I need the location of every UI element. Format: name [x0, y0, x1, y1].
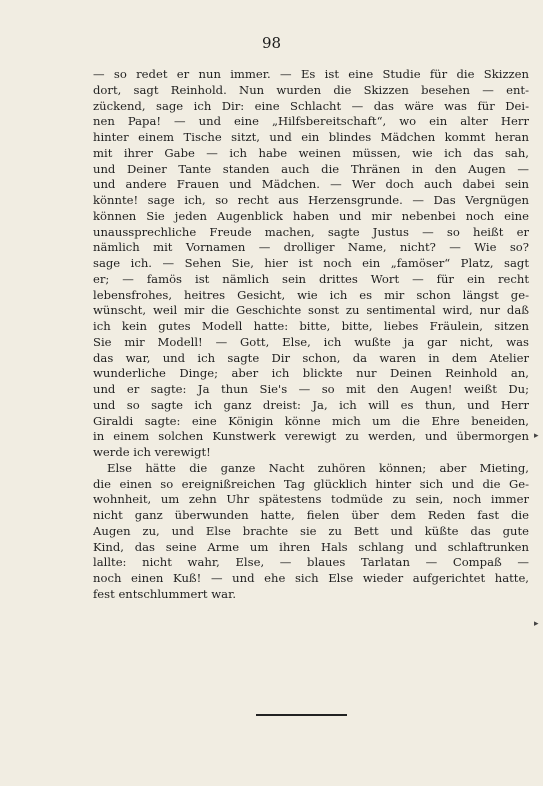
text-line: und er sagte: Ja thun Sie's — so mit den Augen! weißt Du; — [93, 382, 529, 396]
text-line: dort, sagt Reinhold. Nun wurden die Skizzen besehen — ent- — [93, 82, 529, 97]
text-line: und so sagte ich ganz dreist: Ja, ich will es thun, und Herr — [93, 397, 529, 412]
text-line: werde ich verewigt! — [93, 445, 211, 459]
text-line: fest entschlummert war. — [93, 586, 237, 601]
end-rule — [256, 714, 347, 716]
text-line: wünscht, weil mir die Geschichte sonst zu sentimental wird, nur daß — [93, 303, 529, 318]
text-line: nämlich mit Vornamen — drolliger Name, nicht? — Wie so? — [93, 240, 529, 255]
margin-mark: ▸ — [534, 619, 539, 629]
body-text — [93, 67, 529, 603]
text-line: wohnheit, um zehn Uhr spätestens todmüde zu sein, noch immer — [93, 492, 529, 507]
text-line: nen Papa! — und eine „Hilfsbereitschaft“, wo ein alter Herr — [93, 114, 529, 129]
text-line: Kind, das seine Arme um ihren Hals schlang und schlaftrunken — [93, 539, 529, 554]
text-line: Else hätte die ganze Nacht zuhören können; aber Mieting, — [107, 460, 529, 475]
text-line: noch einen Kuß! — und ehe sich Else wieder aufgerichtet hatte, — [93, 571, 529, 585]
text-line: lallte: nicht wahr, Else, — blaues Tarlatan — Compaß — — [93, 555, 529, 570]
text-line: wunderliche Dinge; aber ich blickte nur Deinen Reinhold an, — [93, 366, 529, 381]
text-line: zückend, sage ich Dir: eine Schlacht — das wäre was für Dei- — [93, 98, 529, 113]
text-line: das war, und ich sagte Dir schon, da waren in dem Atelier — [93, 350, 529, 365]
text-line: sage ich. — Sehen Sie, hier ist noch ein „famöser“ Platz, sagt — [93, 256, 529, 270]
text-line: die einen so ereignißreichen Tag glücklich hinter sich und die Ge- — [93, 476, 529, 491]
text-line: er; — famös ist nämlich sein drittes Wort — für ein recht — [93, 271, 529, 286]
margin-mark: ▸ — [534, 431, 539, 441]
text-line: mit ihrer Gabe — ich habe weinen müssen, wie ich das sah, — [93, 145, 529, 160]
page-number: 98 — [261, 34, 282, 52]
text-line: nicht ganz überwunden hatte, fielen über dem Reden fast die — [93, 508, 529, 522]
text-line: Augen zu, und Else brachte sie zu Bett und küßte das gute — [93, 523, 529, 538]
text-line: Giraldi sagte: eine Königin könne mich um die Ehre beneiden, — [93, 413, 529, 428]
text-line: könnte! sage ich, so recht aus Herzensgrunde. — Das Vergnügen — [93, 193, 529, 207]
text-line: unaussprechliche Freude machen, sagte Justus — so heißt er — [93, 224, 529, 239]
text-line: Sie mir Modell! — Gott, Else, ich wußte ja gar nicht, was — [93, 334, 529, 349]
text-line: ich kein gutes Modell hatte: bitte, bitte, liebes Fräulein, sitzen — [93, 319, 529, 333]
text-line: — so redet er nun immer. — Es ist eine Studie für die Skizzen — [93, 67, 529, 81]
text-line: lebensfrohes, heitres Gesicht, wie ich es mir schon längst ge- — [93, 287, 529, 302]
text-line: können Sie jeden Augenblick haben und mir nebenbei noch eine — [93, 208, 529, 223]
text-line: und Deiner Tante standen auch die Thränen in den Augen — — [93, 161, 529, 176]
text-line: in einem solchen Kunstwerk verewigt zu werden, und übermorgen — [93, 429, 529, 444]
text-line: hinter einem Tische sitzt, und ein blindes Mädchen kommt heran — [93, 130, 529, 144]
text-line: und andere Frauen und Mädchen. — Wer doch auch dabei sein — [93, 177, 529, 192]
